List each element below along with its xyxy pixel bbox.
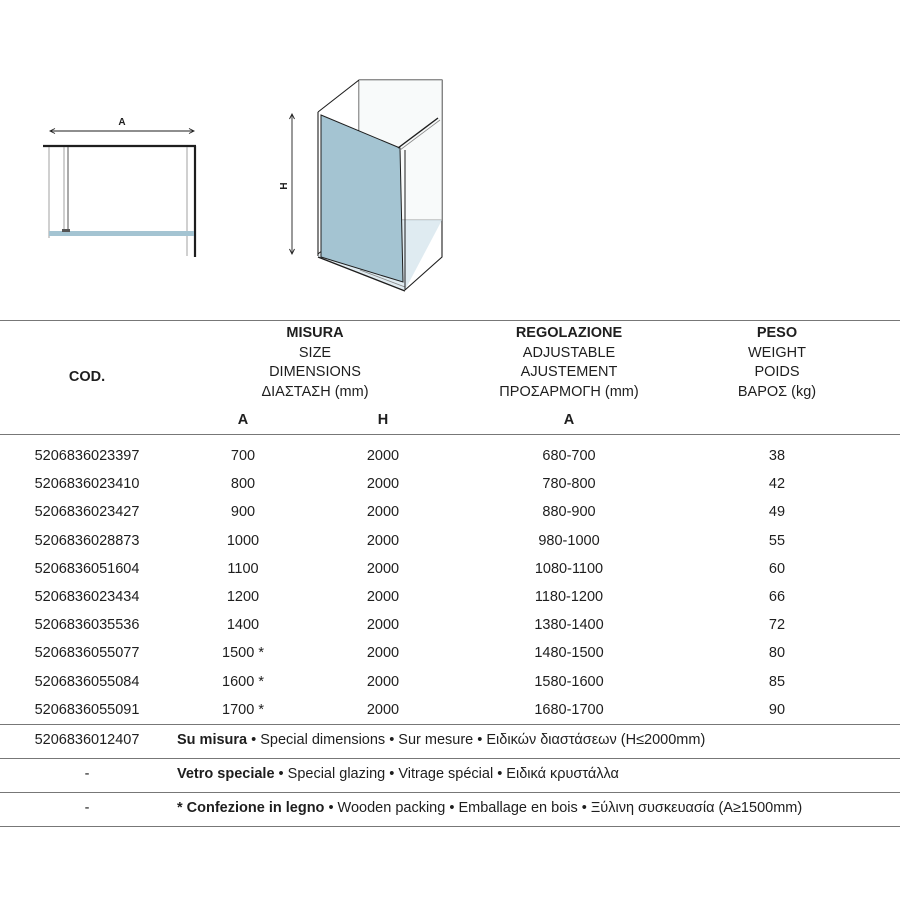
header-weight-gr: ΒΑΡΟΣ (kg) — [737, 383, 817, 400]
product-diagrams — [0, 0, 900, 310]
product-code-cell: 5206836051604 — [34, 560, 140, 577]
adjust-range-cell: 880-900 — [542, 504, 596, 521]
3d-view-diagram — [279, 80, 442, 291]
weight-cell: 55 — [768, 532, 786, 549]
dimension-h-label: H — [279, 182, 290, 190]
note-text — [177, 766, 619, 782]
header-weight-it: PESO — [756, 325, 798, 341]
adjust-range-cell: 780-800 — [542, 476, 596, 493]
header-adjust-fr: AJUSTEMENT — [520, 364, 618, 380]
size-a-cell: 1600 * — [222, 673, 264, 690]
adjust-range-cell: 980-1000 — [538, 532, 600, 549]
adjust-range-cell: 1380-1400 — [534, 617, 604, 634]
header-code — [0, 368, 174, 388]
note-text — [177, 732, 705, 748]
size-h-cell: 2000 — [366, 617, 400, 634]
note-rule — [0, 758, 900, 759]
size-a-cell: 800 — [230, 476, 256, 493]
product-code-cell: 5206836023427 — [34, 504, 140, 521]
note-code: 5206836012407 — [34, 732, 140, 748]
subheader-a: A — [237, 412, 249, 428]
weight-cell: 80 — [768, 645, 786, 662]
weight-cell: 85 — [768, 673, 786, 690]
header-size-fr: DIMENSIONS — [269, 364, 361, 380]
note-rule — [0, 826, 900, 827]
glass-panel-top — [49, 231, 194, 236]
size-h-cell: 2000 — [366, 645, 400, 662]
note-title: Su misura — [177, 732, 248, 748]
weight-cell: 38 — [768, 448, 786, 464]
weight-cell: 90 — [768, 701, 786, 718]
size-a-cell: 900 — [230, 504, 256, 521]
note-description: • Special glazing • Vitrage spécial • Ειδικά κρυστάλλα — [274, 766, 619, 782]
table-top-rule — [0, 320, 900, 321]
size-h-cell: 2000 — [366, 673, 400, 690]
weight-cell: 66 — [768, 589, 786, 605]
note-title: * Confezione in legno — [177, 800, 325, 816]
size-a-cell: 1400 — [226, 617, 260, 634]
product-code-cell: 5206836023397 — [34, 448, 140, 464]
size-a-cell: 700 — [230, 448, 256, 464]
adjust-range-cell: 1080-1100 — [534, 560, 604, 577]
note-description: • Special dimensions • Sur mesure • Ειδικών διαστάσεων (H≤2000mm) — [247, 732, 706, 748]
subheader-adjust-a: A — [563, 412, 575, 428]
size-a-cell: 1500 * — [222, 645, 264, 662]
size-h-cell: 2000 — [366, 532, 400, 549]
note-description: • Wooden packing • Emballage en bois • Ξύλινη συσκευασία (A≥1500mm) — [324, 800, 803, 816]
header-rule — [0, 434, 900, 435]
size-h-cell: 2000 — [366, 504, 400, 521]
weight-cell: 60 — [768, 560, 786, 577]
note-code: - — [84, 800, 90, 816]
note-text — [177, 800, 802, 816]
product-code-cell: 5206836055077 — [34, 645, 140, 662]
weight-cell: 49 — [768, 504, 786, 521]
adjust-range-cell: 1680-1700 — [534, 701, 604, 718]
product-code-cell: 5206836028873 — [34, 532, 140, 549]
dimension-a-label: A — [118, 117, 126, 128]
size-a-cell: 1200 — [226, 589, 260, 605]
weight-cell: 72 — [768, 617, 786, 634]
note-code: - — [84, 766, 90, 782]
header-size — [220, 324, 410, 402]
header-size-en: SIZE — [298, 344, 332, 361]
header-size-gr: ΔΙΑΣΤΑΣΗ (mm) — [261, 383, 369, 400]
top-view-diagram — [43, 117, 196, 257]
header-weight-fr: POIDS — [754, 364, 800, 380]
header-size-it: MISURA — [286, 325, 344, 341]
product-code-cell: 5206836055084 — [34, 673, 140, 690]
adjust-range-cell: 1180-1200 — [534, 589, 604, 605]
size-h-cell: 2000 — [366, 476, 400, 493]
note-rule — [0, 792, 900, 793]
header-adjust-gr: ΠΡΟΣΑΡΜΟΓΗ (mm) — [499, 383, 639, 400]
subheader-h: H — [377, 412, 389, 428]
size-h-cell: 2000 — [366, 589, 400, 605]
note-title: Vetro speciale — [177, 766, 275, 782]
product-code-cell: 5206836035536 — [34, 617, 140, 634]
header-adjust-it: REGOLAZIONE — [515, 325, 623, 341]
adjust-range-cell: 1580-1600 — [534, 673, 604, 690]
size-h-cell: 2000 — [366, 701, 400, 718]
adjust-range-cell: 1480-1500 — [534, 645, 604, 662]
weight-cell: 42 — [768, 476, 786, 493]
adjust-range-cell: 680-700 — [542, 448, 596, 464]
header-code-label: COD. — [68, 369, 106, 385]
header-weight-en: WEIGHT — [748, 344, 806, 361]
size-h-cell: 2000 — [366, 448, 400, 464]
header-weight — [682, 324, 872, 402]
size-a-cell: 1000 — [226, 532, 260, 549]
product-code-cell: 5206836055091 — [34, 701, 140, 718]
product-code-cell: 5206836023434 — [34, 589, 140, 605]
size-a-cell: 1100 — [227, 560, 259, 577]
rows-bottom-rule — [0, 724, 900, 725]
size-h-cell: 2000 — [366, 560, 400, 577]
header-adjust-en: ADJUSTABLE — [522, 344, 616, 361]
header-adjustable — [474, 324, 664, 402]
size-a-cell: 1700 * — [222, 701, 264, 718]
product-code-cell: 5206836023410 — [34, 476, 140, 493]
